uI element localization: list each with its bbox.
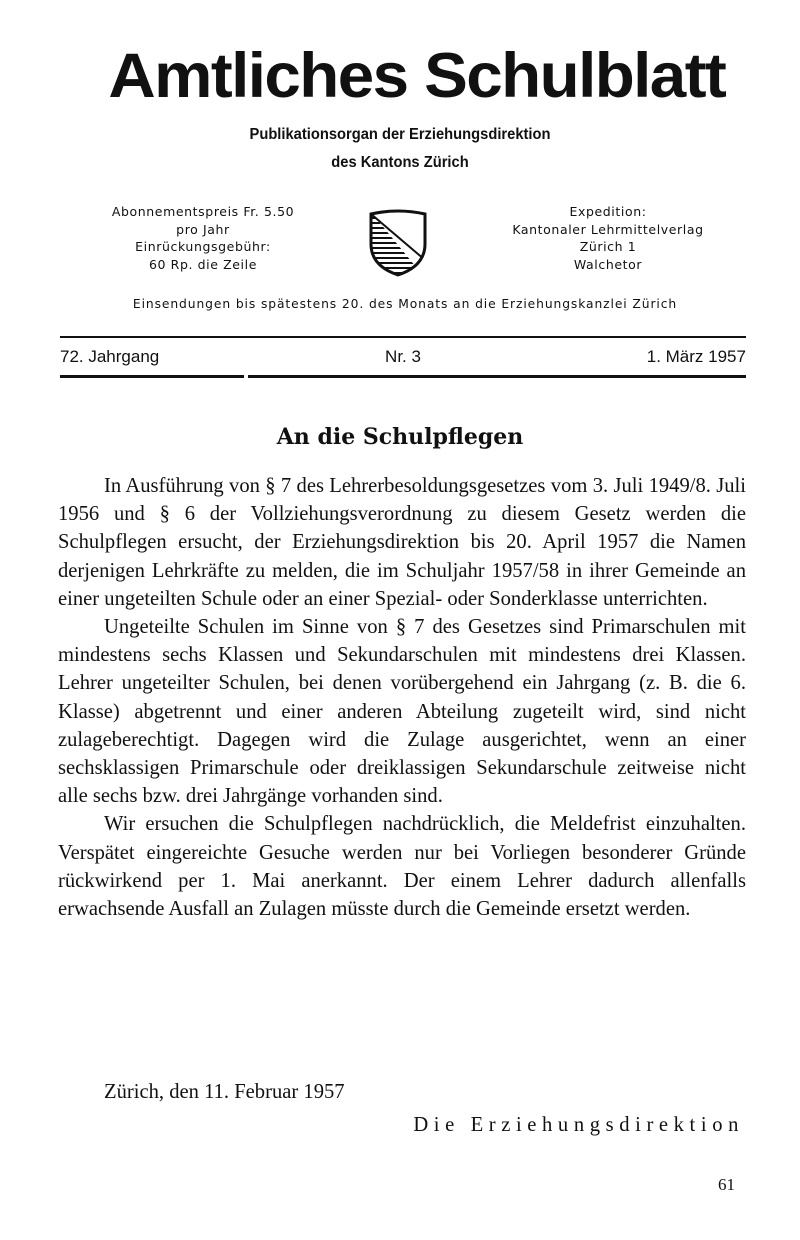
- expedition-info: [488, 203, 728, 273]
- issue-number: Nr. 3: [385, 347, 421, 366]
- subscription-line: Abonnementspreis Fr. 5.50: [111, 204, 295, 219]
- divider-bottom-right: [248, 375, 746, 378]
- submission-note: Einsendungen bis spätestens 20. des Monats an die Erziehungskanzlei Zürich: [132, 297, 678, 311]
- article-paragraph: Ungeteilte Schulen im Sinne von § 7 des Gesetzes sind Primarschulen mit mindestens sechs Klassen und Sekundarschulen mit mindestens drei Klassen. Lehrer ungeteilter Schulen, bei denen vorübergehend ein Jahrgang (z. B. die 6. Klasse) abgetrennt und einer anderen Abteilung zugeteilt wird, sind nicht zulageberechtigt. Dagegen wird die Zulage ausgerichtet, wenn an einer sechsklassigen Primarschule oder dreiklassigen Sekundarschule zeitweise nicht alle sechs bzw. drei Jahrgänge vorhanden sind.: [58, 616, 746, 808]
- divider-top: [60, 336, 746, 338]
- subscription-line: 60 Rp. die Zeile: [148, 256, 257, 272]
- issue-info-row: [60, 344, 746, 370]
- article-paragraph: Wir ersuchen die Schulpflegen nachdrücklich, die Meldefrist einzuhalten. Verspätet eingereichte Gesuche werden nur bei Vorliegen besonderer Gründe rückwirkend per 1. Mai anerkannt. Der einem Lehrer dadurch allenfalls erwachsende Ausfall an Zulagen müsste durch die Gemeinde ersetzt werden.: [58, 813, 746, 921]
- article-paragraph: In Ausführung von § 7 des Lehrerbesoldungsgesetzes vom 3. Juli 1949/8. Juli 1956 und § 6 der Vollziehungsverordnung zu diesem Gesetz werden die Schulpflegen ersucht, der Erziehungsdirektion bis 20. April 1957 die Namen derjenigen Lehrkräfte zu melden, die im Schuljahr 1957/58 in ihrer Gemeinde an einer ungeteilten Schule oder an einer Spezial- oder Sonderklasse unterrichten.: [58, 475, 746, 610]
- masthead-subtitle-line1: Publikationsorgan der Erziehungsdirektion: [249, 126, 551, 143]
- page-number: 61: [718, 1175, 735, 1194]
- expedition-line: Zürich 1: [579, 239, 637, 254]
- issue-volume: 72. Jahrgang: [60, 347, 160, 366]
- expedition-line: Kantonaler Lehrmittelverlag: [512, 221, 704, 237]
- divider-bottom-left: [60, 375, 244, 378]
- article-body: [58, 472, 746, 923]
- expedition-line: Walchetor: [573, 256, 643, 272]
- article-title: An die Schulpflegen: [276, 424, 524, 450]
- zurich-coat-of-arms-icon: [367, 208, 429, 278]
- signature: Die Erziehungsdirektion: [413, 1114, 744, 1136]
- issue-date: 1. März 1957: [646, 347, 746, 366]
- expedition-line: Expedition:: [569, 204, 647, 219]
- subscription-line: Einrückungsgebühr:: [135, 239, 271, 254]
- masthead-title: Amtliches Schulblatt: [108, 41, 726, 111]
- subscription-info: [88, 203, 318, 273]
- place-date: Zürich, den 11. Februar 1957: [104, 1081, 345, 1103]
- subscription-line: pro Jahr: [176, 221, 230, 237]
- masthead-subtitle-line2: des Kantons Zürich: [331, 154, 469, 171]
